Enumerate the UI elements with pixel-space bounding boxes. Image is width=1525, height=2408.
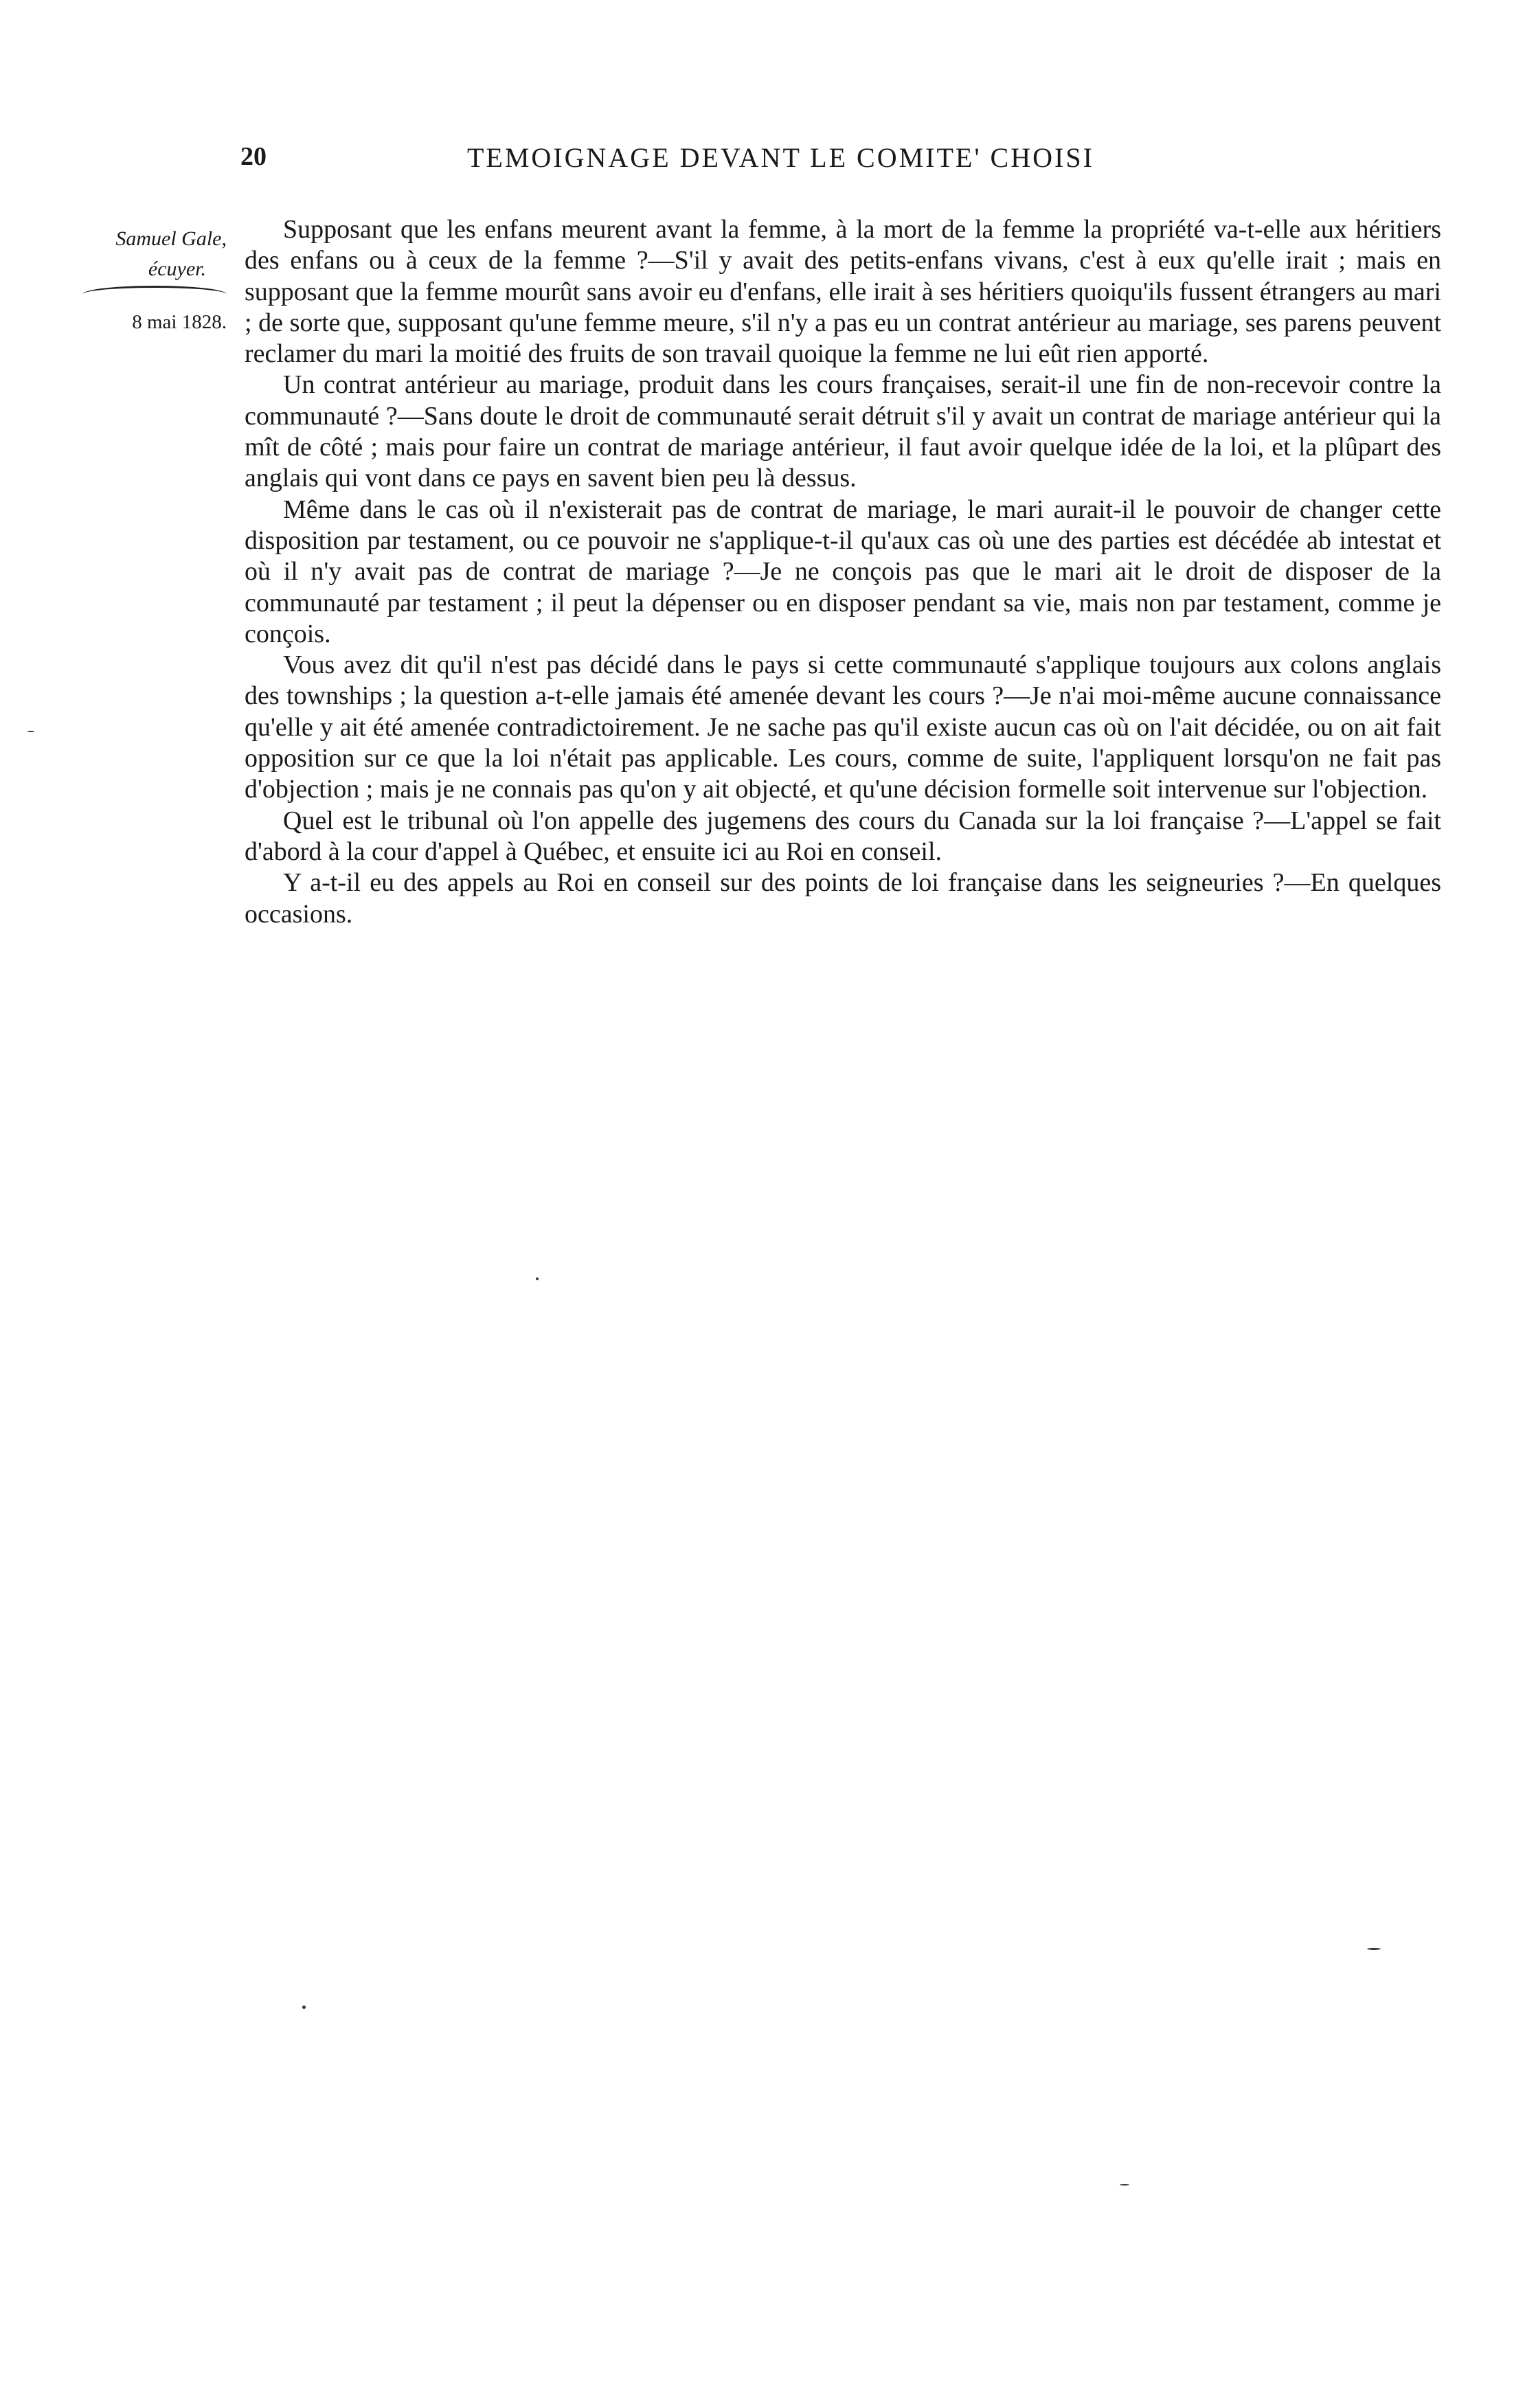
scan-speck (536, 1277, 539, 1280)
paragraph: Vous avez dit qu'il n'est pas décidé dans le pays si cette communauté s'applique toujours aux colons anglais des townships ; la question a-t-elle jamais été amenée devant les cours ?—Je n'ai moi-même aucune connaissance qu'elle y ait été amenée contradictoirement. Je ne sache pas qu'il existe aucun cas où on l'ait décidée, ou on ait fait opposition sur ce que la loi n'était pas applicable. Les cours, comme de suite, l'appliquent lorsqu'on ne fait pas d'objection ; mais je ne connais pas qu'on y ait objecté, et qu'une décision formelle soit intervenue sur l'objection. (245, 650, 1441, 804)
page-number: 20 (240, 142, 267, 171)
scan-speck (1120, 2184, 1129, 2185)
scan-speck (302, 2006, 306, 2009)
paragraph: Y a-t-il eu des appels au Roi en conseil sur des points de loi française dans les seigneuries ?—En quelques occasions. (245, 868, 1441, 929)
page-header (240, 141, 1223, 183)
brace-divider (82, 286, 227, 303)
witness-title: écuyer. (148, 258, 206, 280)
running-title: TEMOIGNAGE DEVANT LE COMITE' CHOISI (467, 142, 1094, 173)
paragraph: Quel est le tribunal où l'on appelle des jugemens des cours du Canada sur la loi française ?—L'appel se fait d'abord à la cour d'appel à Québec, et ensuite ici au Roi en conseil. (245, 806, 1441, 866)
paragraph: Supposant que les enfans meurent avant la femme, à la mort de la femme la propriété va-t-elle aux héritiers des enfans ou à ceux de la femme ?—S'il y avait des petits-enfans vivans, c'est à eux qu'elle irait ; mais en supposant que la femme mourût sans avoir eu d'enfans, elle irait à ses héritiers quoiqu'ils fussent étrangers au mari ; de sorte que, supposant qu'une femme meure, s'il n'y a pas eu un contrat antérieur au mariage, ses parens peuvent reclamer du mari la moitié des fruits de son travail quoique la femme ne lui eût rien apporté. (245, 215, 1441, 369)
witness-date: 8 mai 1828. (132, 311, 227, 333)
scan-speck (27, 731, 34, 732)
scan-speck (1367, 1948, 1381, 1950)
witness-name: Samuel Gale, (115, 227, 227, 250)
paragraph: Un contrat antérieur au mariage, produit dans les cours françaises, serait-il une fin de non-recevoir contre la communauté ?—Sans doute le droit de communauté serait détruit s'il y avait un contrat de mariage antérieur qui la mît de côté ; mais pour faire un contrat de mariage antérieur, il faut avoir quelque idée de la loi, et la plûpart des anglais qui vont dans ce pays en savent bien peu là dessus. (245, 370, 1441, 493)
margin-note (62, 224, 227, 337)
paragraph: Même dans le cas où il n'existerait pas de contrat de mariage, le mari aurait-il le pouvoir de changer cette disposition par testament, ou ce pouvoir ne s'applique-t-il qu'aux cas où une des parties est décédée ab intestat et où il n'y avait pas de contrat de mariage ?—Je ne conçois pas que le mari ait le droit de disposer de la communauté par testament ; il peut la dépenser ou en disposer pendant sa vie, mais non par testament, comme je conçois. (245, 495, 1441, 648)
body-text (245, 214, 1441, 930)
